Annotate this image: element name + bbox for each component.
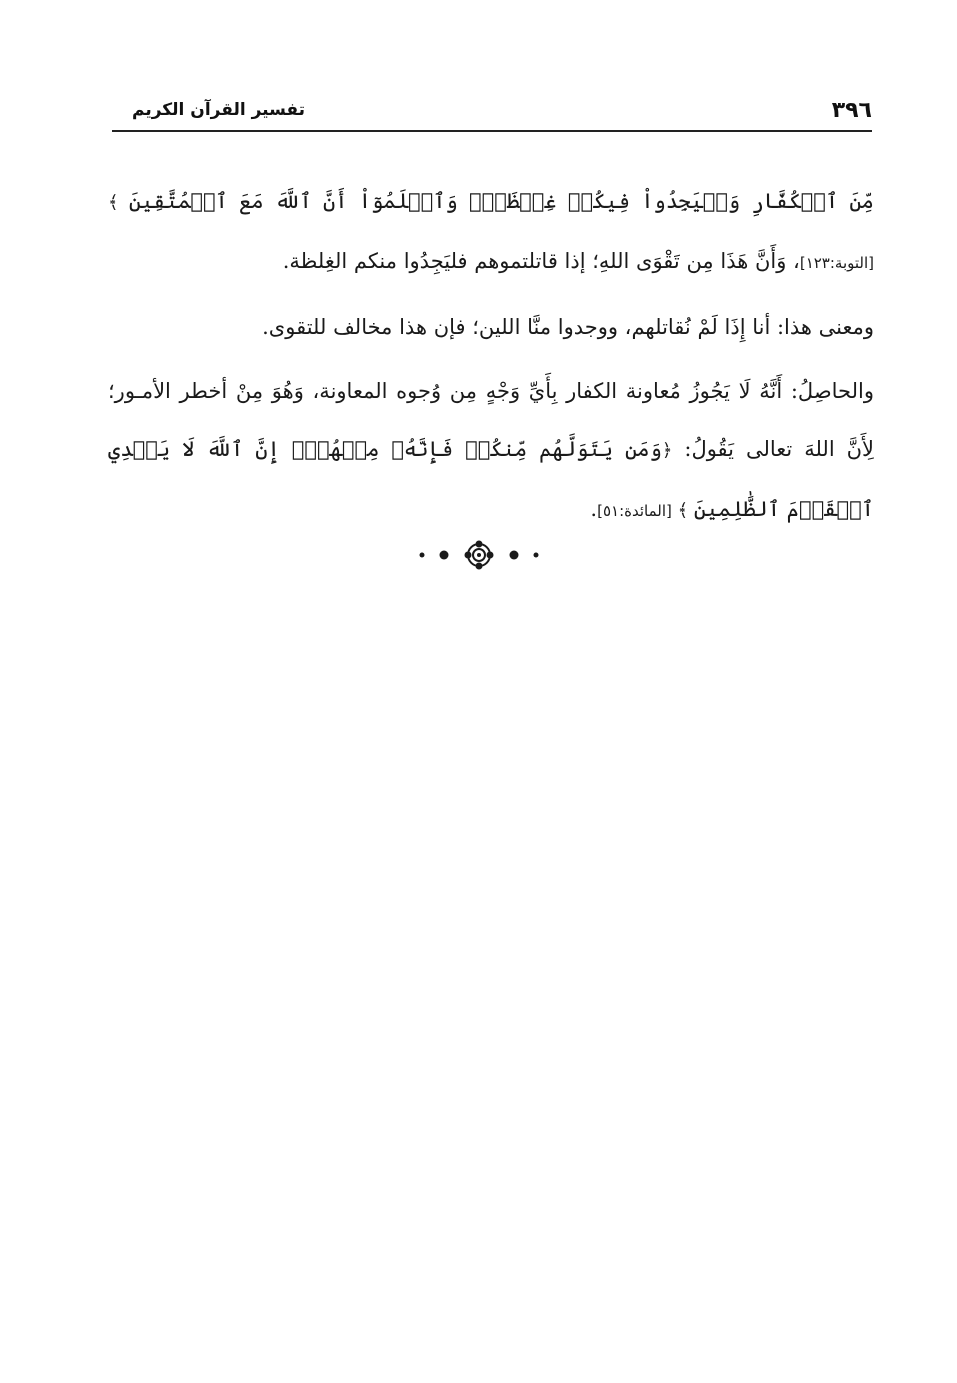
quran-verse: وَمَن يَتَوَلَّهُم مِّنكُمۡ فَإِنَّهُۥ مِنۡهُمۡۗ إِنَّ ٱللَّهَ لَا يَهۡدِي ٱلۡقَوۡمَ ٱلظَّٰلِمِينَ <box>108 437 874 521</box>
body-text-run: ، وَأَنَّ هَذَا مِن تَقْوَى اللهِ؛ إذا قاتلتموهم فليَجِدُوا منكم الغِلظة. <box>282 249 800 273</box>
running-header <box>112 96 872 132</box>
section-end-ornament <box>0 540 957 570</box>
body-text-run: ومعنى هذا: أنا إِذَا لَمْ نُقاتلهم، ووجدوا منَّا اللين؛ فإن هذا مخالف للتقوى. <box>262 315 874 339</box>
page-number: ٣٩٦ <box>831 98 872 123</box>
paragraph <box>108 172 874 292</box>
paragraph <box>108 298 874 356</box>
section-end-ornament-icon <box>414 540 544 570</box>
quran-bracket: ﴾ <box>108 192 129 213</box>
paragraph <box>108 362 874 540</box>
body-text-run: . <box>590 497 598 521</box>
quran-bracket: ﴾ <box>671 500 694 521</box>
quran-verse: مِّنَ ٱلۡكُفَّارِ وَلۡيَجِدُواْ فِيكُمۡ غِلۡظَةٗۚ وَٱعۡلَمُوٓاْ أَنَّ ٱللَّهَ مَعَ ٱلۡمُتَّقِينَ <box>128 189 874 213</box>
verse-reference: [المائدة:٥١] <box>597 502 672 520</box>
body-text <box>108 172 874 546</box>
verse-reference: [التوبة:١٢٣] <box>799 254 874 272</box>
quran-bracket: ﴿ <box>661 440 673 461</box>
book-title: تفسير القرآن الكريم <box>132 100 306 120</box>
body-text-run: والحاصِلُ: أَنَّهُ لَا يَجُوزُ مُعاونة الكفار بِأَيِّ وَجْهٍ مِن وُجوه المعاونة، وَهُوَ مِنْ أخطر الأمـور؛ لِأَنَّ اللهَ تعالى يَقُولُ: <box>108 379 874 461</box>
header-rule <box>112 130 872 132</box>
